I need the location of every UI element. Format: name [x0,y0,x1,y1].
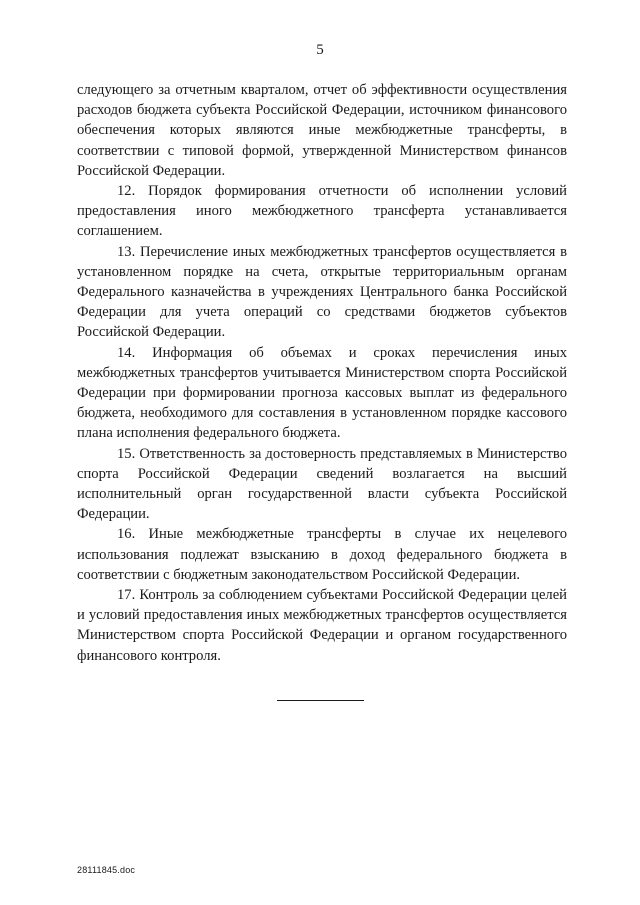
paragraph-14: 14. Информация об объемах и сроках перечисления иных межбюджетных трансфертов учитывается Министерством спорта Российской Федерации при формировании прогноза кассовых выплат из федерального бюджета, необходимого для составления в установленном порядке кассового плана исполнения федерального бюджета. [77,344,567,442]
footer-file-code: 28111845.doc [77,865,136,875]
paragraph-13: 13. Перечисление иных межбюджетных трансфертов осуществляется в установленном порядке на счета, открытые территориальным органам Федерального казначейства в учреждениях Центрального банка Российской Федерации для учета операций со средствами бюджетов субъектов Российской Федерации. [77,243,567,341]
paragraph-12: 12. Порядок формирования отчетности об исполнении условий предоставления иного межбюджетного трансферта устанавливается соглашением. [77,183,567,240]
page-number: 5 [316,42,324,58]
paragraph-continuation: следующего за отчетным кварталом, отчет об эффективности осуществления расходов бюджета субъекта Российской Федерации, источником финансового обеспечения которых являются иные межбюджетные трансферты, в соответствии с типовой формой, утвержденной Министерством финансов Российской Федерации. [77,82,567,179]
document-body [77,80,567,666]
end-divider [277,700,364,701]
paragraph-16: 16. Иные межбюджетные трансферты в случае их нецелевого использования подлежат взысканию в доход федерального бюджета в соответствии с бюджетным законодательством Российской Федерации. [77,526,567,583]
paragraph-15: 15. Ответственность за достоверность представляемых в Министерство спорта Российской Федерации сведений возлагается на высший исполнительный орган государственной власти субъекта Российской Федерации. [77,445,567,523]
paragraph-17: 17. Контроль за соблюдением субъектами Российской Федерации целей и условий предоставления иных межбюджетных трансфертов осуществляется Министерством спорта Российской Федерации и органом государственного финансового контроля. [77,587,567,664]
